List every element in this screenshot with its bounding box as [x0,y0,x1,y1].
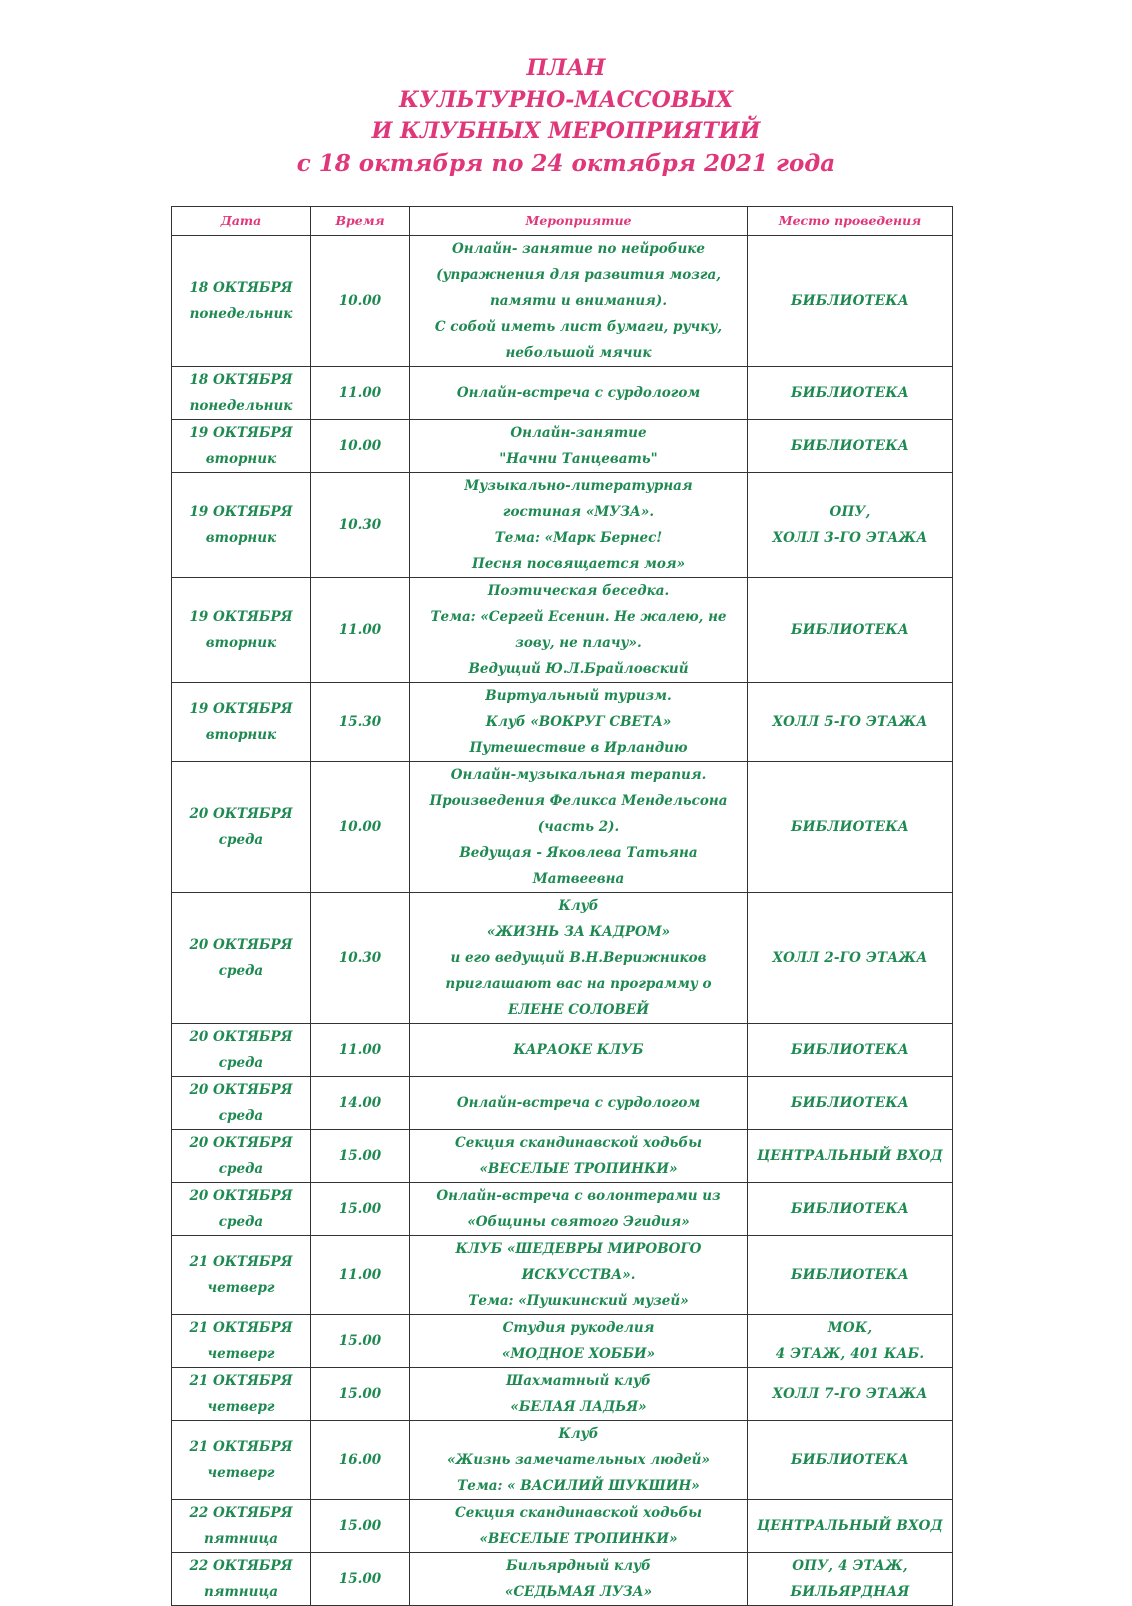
date-cell-line: понедельник [189,398,293,414]
title-line-3: И КЛУБНЫХ МЕРОПРИЯТИЙ [371,118,761,144]
date-cell [172,1421,311,1500]
table-row [172,1183,953,1236]
place-cell [748,1368,953,1421]
table-row [172,578,953,683]
event-cell-line: Онлайн-встреча с сурдологом [456,385,701,401]
table-row [172,762,953,893]
event-cell-line: «ЖИЗНЬ ЗА КАДРОМ» [486,924,671,940]
time-cell: 10.30 [311,893,410,1024]
event-cell-line: Секция скандинавской ходьбы [455,1505,702,1521]
date-cell [172,1553,311,1606]
date-cell-line: вторник [205,451,277,467]
place-cell-line: БИБЛИОТЕКА [791,385,909,401]
event-cell-line: КЛУБ «ШЕДЕВРЫ МИРОВОГО [455,1241,702,1257]
time-cell: 15.00 [311,1368,410,1421]
event-cell-line: Матвеевна [532,871,625,887]
place-cell-line: МОК, [827,1320,873,1336]
date-cell-line: 22 ОКТЯБРЯ [189,1505,293,1521]
place-cell [748,762,953,893]
schedule-table [171,206,953,1606]
date-cell-line: 20 ОКТЯБРЯ [189,1082,293,1098]
header-place: Место проведения [748,207,953,236]
place-cell [748,683,953,762]
place-cell-line: БИБЛИОТЕКА [791,293,909,309]
date-cell-line: 21 ОКТЯБРЯ [189,1373,293,1389]
date-cell [172,762,311,893]
table-row [172,1368,953,1421]
place-cell [748,1024,953,1077]
time-cell: 11.00 [311,1024,410,1077]
place-cell-line: БИБЛИОТЕКА [791,1095,909,1111]
place-cell [748,893,953,1024]
event-cell-line: Произведения Феликса Мендельсона [429,793,728,809]
date-cell-line: 19 ОКТЯБРЯ [189,701,293,717]
date-cell-line: вторник [205,727,277,743]
time-cell: 15.00 [311,1183,410,1236]
place-cell-line: ХОЛЛ 2-ГО ЭТАЖА [772,950,928,966]
table-row [172,893,953,1024]
event-cell-line: С собой иметь лист бумаги, ручку, [434,319,723,335]
event-cell-line: Клуб [558,1426,599,1442]
event-cell-line: Тема: « ВАСИЛИЙ ШУКШИН» [457,1478,700,1494]
event-cell [410,762,748,893]
event-cell-line: Ведущая - Яковлева Татьяна [459,845,698,861]
place-cell-line: БИБЛИОТЕКА [791,438,909,454]
event-cell [410,1236,748,1315]
title-line-1: ПЛАН [526,55,606,81]
event-cell-line: Тема: «Пушкинский музей» [468,1293,689,1309]
date-cell-line: 21 ОКТЯБРЯ [189,1254,293,1270]
date-cell [172,1368,311,1421]
place-cell [748,1130,953,1183]
date-cell-line: вторник [205,530,277,546]
table-row [172,1500,953,1553]
event-cell-line: Онлайн- занятие по нейробике [451,241,706,257]
event-cell-line: гостиная «МУЗА». [502,504,655,520]
place-cell-line: БИБЛИОТЕКА [791,1452,909,1468]
date-cell [172,420,311,473]
event-cell-line: (часть 2). [537,819,620,835]
time-cell: 15.00 [311,1130,410,1183]
table-row [172,236,953,367]
date-cell-line: 21 ОКТЯБРЯ [189,1439,293,1455]
date-cell [172,893,311,1024]
time-cell: 10.00 [311,420,410,473]
event-cell [410,683,748,762]
event-cell-line: КАРАОКЕ КЛУБ [513,1042,644,1058]
date-cell-line: 20 ОКТЯБРЯ [189,1135,293,1151]
table-row [172,683,953,762]
date-cell [172,683,311,762]
date-cell-line: среда [218,1055,264,1071]
header-event: Мероприятие [410,207,748,236]
date-cell-line: среда [218,832,264,848]
date-cell-line: пятница [203,1531,279,1547]
event-cell-line: «МОДНОЕ ХОББИ» [501,1346,656,1362]
table-row [172,420,953,473]
date-cell-line: 19 ОКТЯБРЯ [189,609,293,625]
event-cell-line: Тема: «Марк Бернес! [494,530,663,546]
event-cell-line: Путешествие в Ирландию [469,740,688,756]
date-cell-line: 19 ОКТЯБРЯ [189,504,293,520]
header-date: Дата [172,207,311,236]
table-row [172,473,953,578]
date-cell [172,367,311,420]
event-cell-line: "Начни Танцевать" [499,451,658,467]
place-cell-line: БИБЛИОТЕКА [791,1042,909,1058]
time-cell: 14.00 [311,1077,410,1130]
place-cell-line: 4 ЭТАЖ, 401 КАБ. [775,1346,925,1362]
date-cell-line: четверг [207,1346,275,1362]
date-cell-line: среда [218,963,264,979]
event-cell [410,1024,748,1077]
title-line-4: с 18 октября по 24 октября 2021 года [296,150,836,177]
event-cell-line: памяти и внимания). [489,293,668,309]
event-cell-line: и его ведущий В.Н.Верижников [450,950,707,966]
date-cell-line: 19 ОКТЯБРЯ [189,425,293,441]
event-cell [410,1077,748,1130]
place-cell-line: ОПУ, 4 ЭТАЖ, [792,1558,908,1574]
place-cell [748,1236,953,1315]
event-cell-line: Виртуальный туризм. [485,688,672,704]
place-cell-line: ХОЛЛ 5-ГО ЭТАЖА [772,714,928,730]
date-cell-line: четверг [207,1399,275,1415]
event-cell-line: Шахматный клуб [506,1373,651,1389]
date-cell [172,1236,311,1315]
place-cell-line: БИБЛИОТЕКА [791,622,909,638]
table-header-row [172,207,953,236]
place-cell [748,473,953,578]
date-cell-line: 20 ОКТЯБРЯ [189,937,293,953]
date-cell [172,1077,311,1130]
date-cell-line: 20 ОКТЯБРЯ [189,1029,293,1045]
date-cell-line: вторник [205,635,277,651]
date-cell-line: среда [218,1161,264,1177]
place-cell-line: ЦЕНТРАЛЬНЫЙ ВХОД [757,1148,943,1164]
date-cell-line: понедельник [189,306,293,322]
time-cell: 11.00 [311,578,410,683]
event-cell-line: Поэтическая беседка. [487,583,670,599]
time-cell: 15.00 [311,1500,410,1553]
table-row [172,1130,953,1183]
event-cell [410,473,748,578]
event-cell-line: Онлайн-встреча с волонтерами из [436,1188,721,1204]
header-time: Время [311,207,410,236]
event-cell [410,236,748,367]
time-cell: 10.00 [311,762,410,893]
table-body [172,236,953,1606]
date-cell [172,1183,311,1236]
time-cell: 11.00 [311,367,410,420]
place-cell-line: ОПУ, [829,504,871,520]
table-row [172,1077,953,1130]
date-cell-line: 20 ОКТЯБРЯ [189,1188,293,1204]
table-row [172,1315,953,1368]
date-cell [172,578,311,683]
date-cell-line: среда [218,1108,264,1124]
time-cell: 15.00 [311,1553,410,1606]
place-cell-line: ХОЛЛ 3-ГО ЭТАЖА [772,530,928,546]
event-cell-line: «СЕДЬМАЯ ЛУЗА» [504,1584,653,1600]
time-cell: 15.00 [311,1315,410,1368]
date-cell-line: 18 ОКТЯБРЯ [189,372,293,388]
title-line-2: КУЛЬТУРНО-МАССОВЫХ [399,87,733,113]
time-cell: 10.30 [311,473,410,578]
place-cell [748,367,953,420]
event-cell-line: «Жизнь замечательных людей» [447,1452,710,1468]
event-cell [410,578,748,683]
time-cell: 15.30 [311,683,410,762]
place-cell-line: ХОЛЛ 7-ГО ЭТАЖА [772,1386,928,1402]
date-cell [172,473,311,578]
table-row [172,367,953,420]
date-cell [172,1130,311,1183]
event-cell-line: Тема: «Сергей Есенин. Не жалею, не [430,609,727,625]
event-cell-line: приглашают вас на программу о [445,976,712,992]
event-cell-line: Клуб «ВОКРУГ СВЕТА» [485,714,672,730]
event-cell [410,1183,748,1236]
time-cell: 10.00 [311,236,410,367]
place-cell [748,1500,953,1553]
event-cell [410,1130,748,1183]
document-title [0,52,1132,181]
date-cell-line: 22 ОКТЯБРЯ [189,1558,293,1574]
event-cell-line: ЕЛЕНЕ СОЛОВЕЙ [508,1002,649,1018]
place-cell-line: ЦЕНТРАЛЬНЫЙ ВХОД [757,1518,943,1534]
date-cell [172,1024,311,1077]
date-cell-line: 18 ОКТЯБРЯ [189,280,293,296]
event-cell-line: Ведущий Ю.Л.Брайловский [468,661,689,677]
event-cell-line: небольшой мячик [505,345,652,361]
event-cell-line: Клуб [558,898,599,914]
time-cell: 11.00 [311,1236,410,1315]
table-row [172,1553,953,1606]
event-cell-line: Музыкально-литературная [464,478,693,494]
place-cell [748,1421,953,1500]
event-cell [410,367,748,420]
time-cell: 16.00 [311,1421,410,1500]
table-row [172,1421,953,1500]
place-cell-line: БИБЛИОТЕКА [791,1267,909,1283]
table-row [172,1024,953,1077]
event-cell-line: Онлайн-встреча с сурдологом [456,1095,701,1111]
event-cell-line: ИСКУССТВА». [521,1267,636,1283]
event-cell-line: Онлайн-занятие [510,425,647,441]
place-cell [748,578,953,683]
event-cell [410,1553,748,1606]
event-cell-line: «ВЕСЕЛЫЕ ТРОПИНКИ» [479,1531,678,1547]
date-cell [172,1315,311,1368]
event-cell-line: Песня посвящается моя» [471,556,686,572]
event-cell [410,1421,748,1500]
event-cell-line: Студия рукоделия [502,1320,655,1336]
event-cell [410,1368,748,1421]
event-cell-line: «ВЕСЕЛЫЕ ТРОПИНКИ» [479,1161,678,1177]
event-cell-line: зову, не плачу». [515,635,642,651]
place-cell [748,236,953,367]
event-cell-line: «Общины святого Эгидия» [467,1214,690,1230]
place-cell [748,1315,953,1368]
place-cell [748,1553,953,1606]
date-cell [172,236,311,367]
place-cell-line: БИЛЬЯРДНАЯ [790,1584,910,1600]
place-cell [748,1183,953,1236]
event-cell [410,893,748,1024]
date-cell-line: 20 ОКТЯБРЯ [189,806,293,822]
date-cell-line: пятница [203,1584,279,1600]
event-cell [410,420,748,473]
date-cell-line: четверг [207,1465,275,1481]
table-row [172,1236,953,1315]
place-cell-line: БИБЛИОТЕКА [791,1201,909,1217]
place-cell [748,1077,953,1130]
date-cell-line: 21 ОКТЯБРЯ [189,1320,293,1336]
event-cell-line: Бильярдный клуб [506,1558,651,1574]
place-cell [748,420,953,473]
date-cell-line: четверг [207,1280,275,1296]
event-cell [410,1500,748,1553]
event-cell-line: «БЕЛАЯ ЛАДЬЯ» [510,1399,647,1415]
event-cell-line: (упражнения для развития мозга, [436,267,721,283]
date-cell-line: среда [218,1214,264,1230]
event-cell-line: Секция скандинавской ходьбы [455,1135,702,1151]
date-cell [172,1500,311,1553]
event-cell-line: Онлайн-музыкальная терапия. [450,767,707,783]
place-cell-line: БИБЛИОТЕКА [791,819,909,835]
event-cell [410,1315,748,1368]
